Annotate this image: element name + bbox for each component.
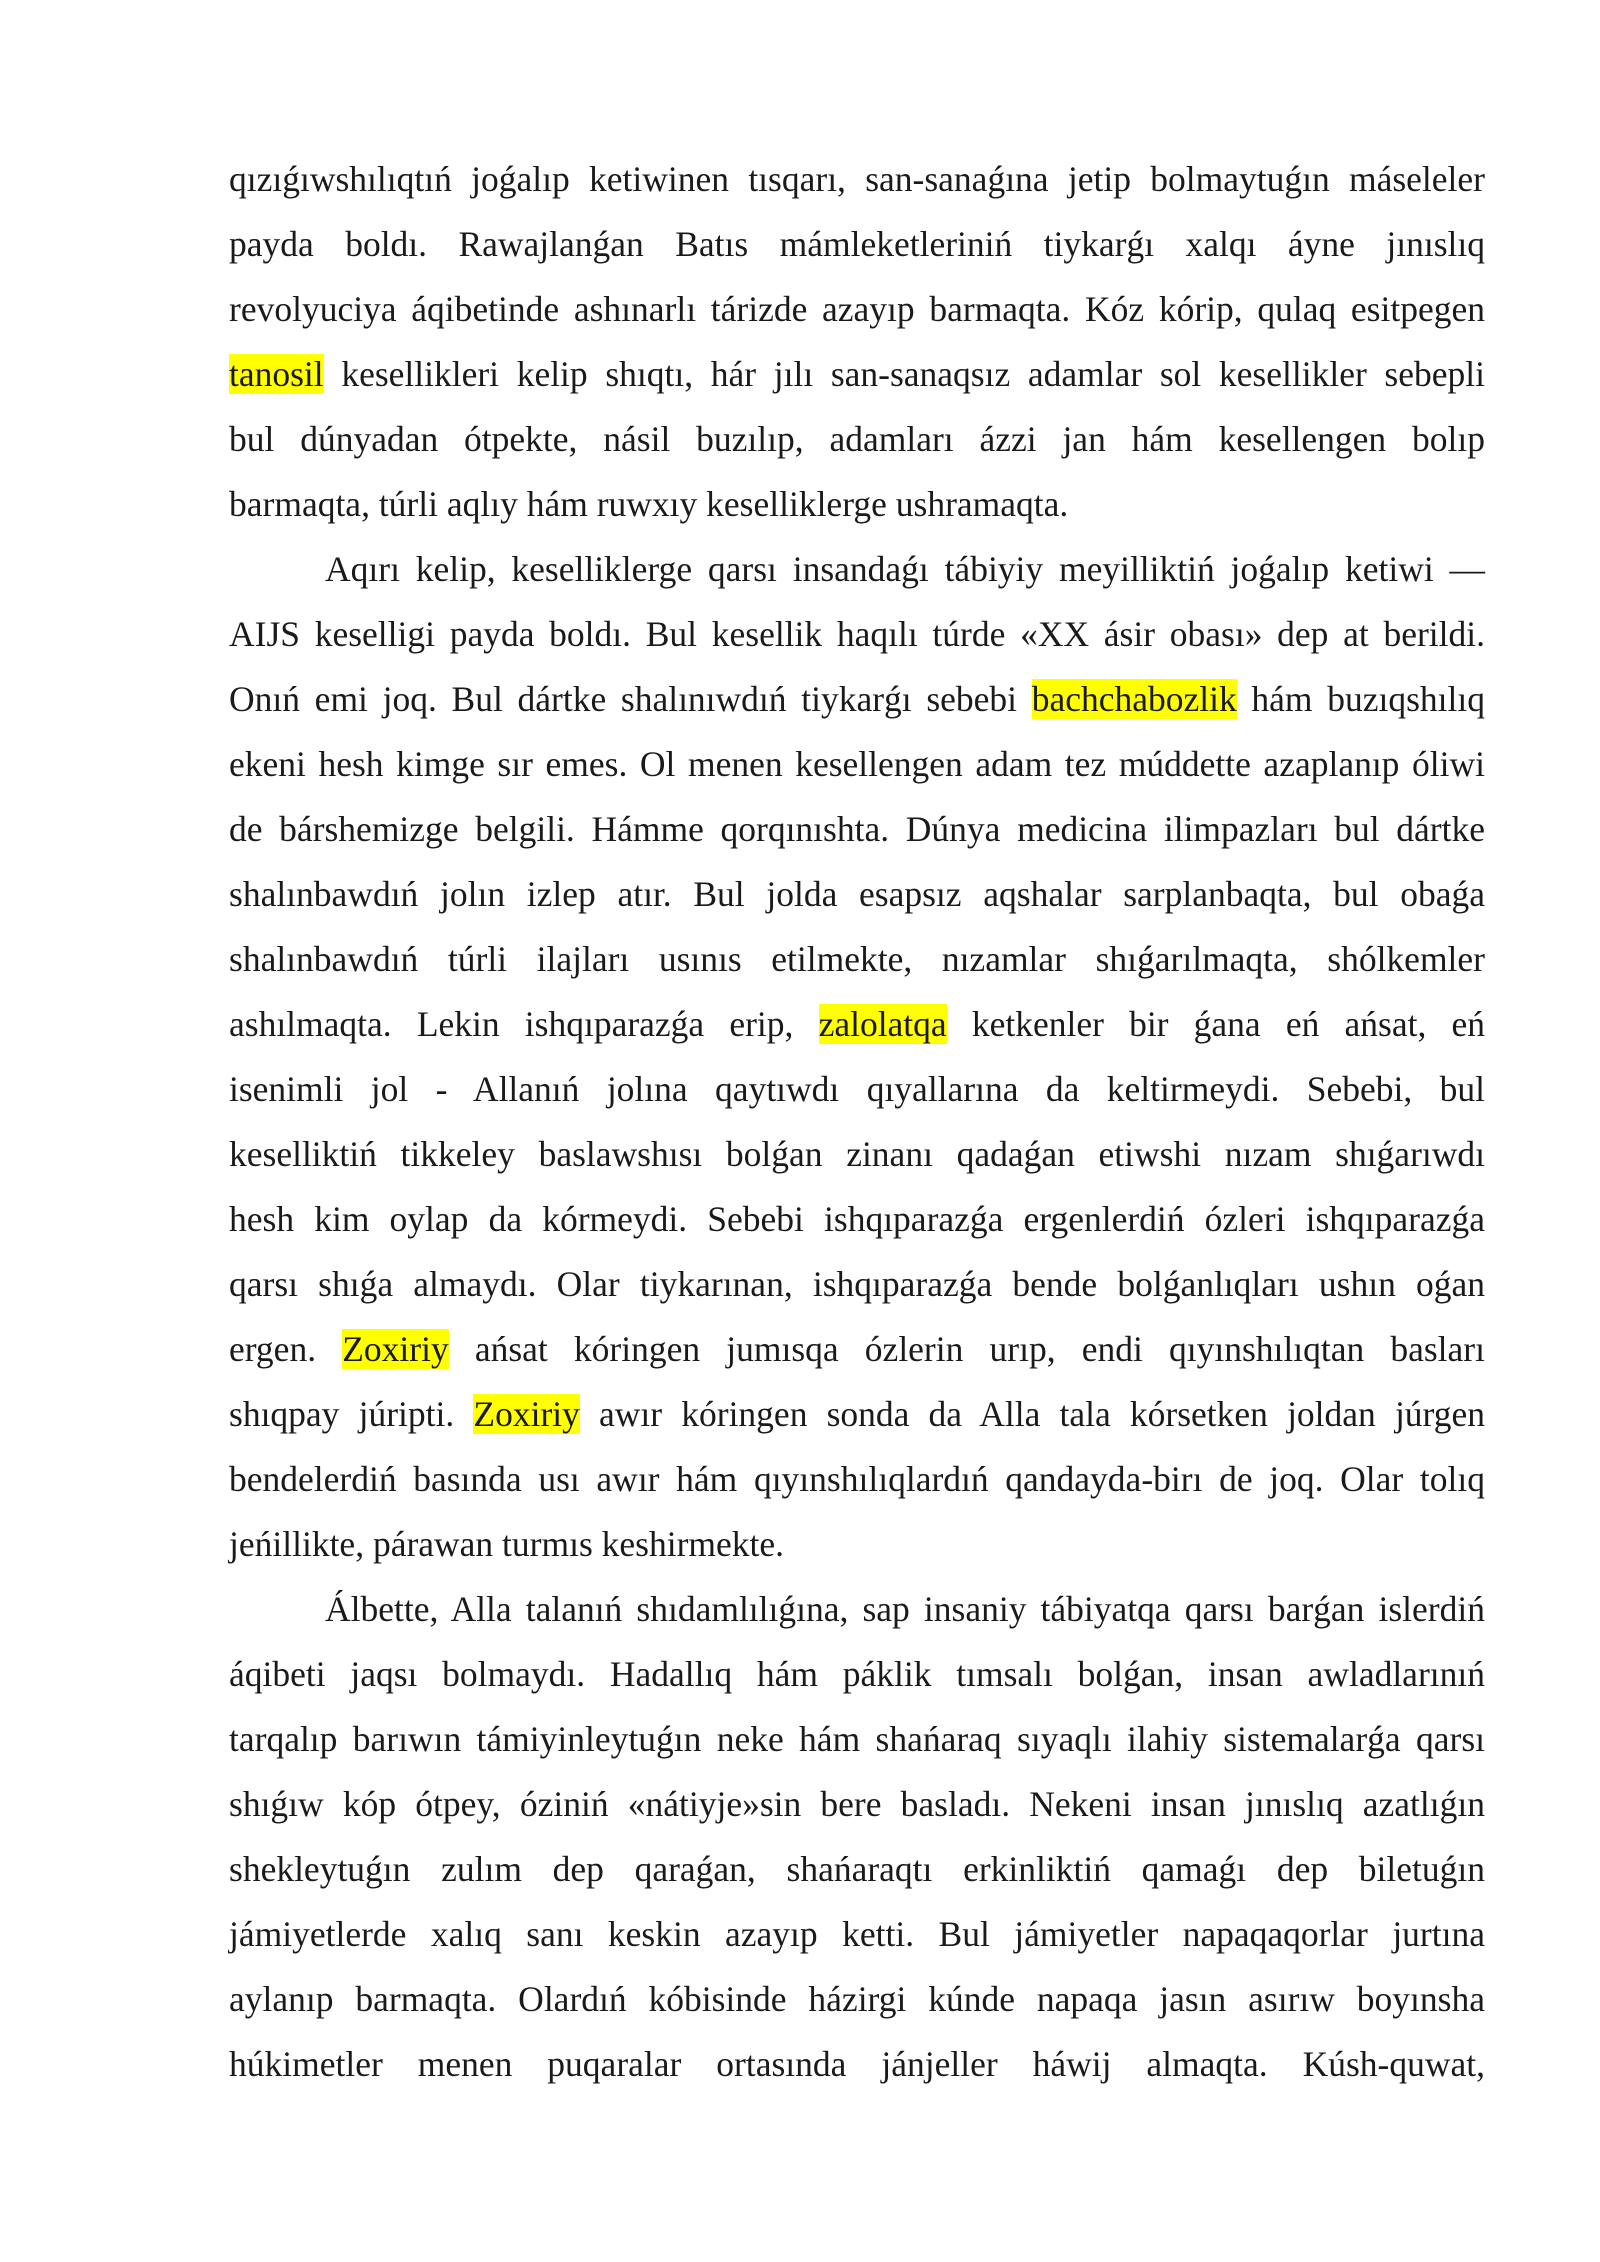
text-line: [229, 1577, 1485, 1642]
text-line: [229, 732, 1485, 797]
text-segment: payda boldı. Rawajlanǵan Batıs mámleketleriniń tiykarǵı xalqı áyne jınıslıq: [229, 224, 1485, 264]
text-segment: jeńillikte, párawan turmıs keshirmekte.: [229, 1524, 785, 1564]
text-line: [229, 1642, 1485, 1707]
text-line: [229, 1187, 1485, 1252]
text-segment: Álbette, Alla talanıń shıdamlılıǵına, sap insaniy tábiyatqa qarsı barǵan islerdiń: [325, 1589, 1485, 1629]
text-segment: ketkenler bir ǵana eń ańsat, eń: [946, 1004, 1485, 1044]
text-line: [229, 1967, 1485, 2032]
text-line: [229, 407, 1485, 472]
highlighted-term: tanosil: [229, 354, 324, 394]
text-segment: shıqpay júripti.: [229, 1394, 474, 1434]
text-segment: Onıń emi joq. Bul dártke shalınıwdıń tiykarǵı sebebi: [229, 679, 1032, 719]
text-segment: shekleytuǵın zulım dep qaraǵan, shańaraqtı erkinliktiń qamaǵı dep biletuǵın: [229, 1849, 1485, 1889]
text-line: [229, 797, 1485, 862]
text-line: [229, 212, 1485, 277]
highlighted-term: bachchabozlik: [1031, 679, 1237, 719]
text-segment: hesh kim oylap da kórmeydi. Sebebi ishqıparazǵa ergenlerdiń ózleri ishqıparazǵa: [229, 1199, 1485, 1239]
text-line: [229, 1707, 1485, 1772]
text-segment: Aqırı kelip, keselliklerge qarsı insandaǵı tábiyiy meyilliktiń joǵalıp ketiwi —: [325, 549, 1485, 589]
text-line: [229, 2032, 1485, 2097]
text-line: [229, 1837, 1485, 1902]
text-segment: revolyuciya áqibetinde ashınarlı tárizde azayıp barmaqta. Kóz kórip, qulaq esitpegen: [229, 289, 1485, 329]
text-line: [229, 147, 1485, 212]
text-line: [229, 992, 1485, 1057]
text-segment: tarqalıp barıwın támiyinleytuǵın neke hám shańaraq sıyaqlı ilahiy sistemalarǵa qarsı: [229, 1719, 1485, 1759]
text-line: [229, 277, 1485, 342]
text-line: [229, 1447, 1485, 1512]
highlighted-term: Zoxiriy: [342, 1329, 449, 1369]
text-segment: barmaqta, túrli aqlıy hám ruwxıy keselliklerge ushramaqta.: [229, 484, 1069, 524]
text-line: [229, 342, 1485, 407]
text-segment: awır kóringen sonda da Alla tala kórsetken joldan júrgen: [579, 1394, 1485, 1434]
text-segment: áqibeti jaqsı bolmaydı. Hadallıq hám páklik tımsalı bolǵan, insan awladlarınıń: [229, 1654, 1485, 1694]
text-line: [229, 1317, 1485, 1382]
text-segment: keselliktiń tikkeley baslawshısı bolǵan zinanı qadaǵan etiwshi nızam shıǵarıwdı: [229, 1134, 1485, 1174]
text-line: [229, 667, 1485, 732]
text-segment: qarsı shıǵa almaydı. Olar tiykarınan, ishqıparazǵa bende bolǵanlıqları ushın oǵan: [229, 1264, 1485, 1304]
text-segment: isenimli jol - Allanıń jolına qaytıwdı qıyallarına da keltirmeydi. Sebebi, bul: [229, 1069, 1485, 1109]
text-line: [229, 862, 1485, 927]
text-segment: bul dúnyadan ótpekte, násil buzılıp, adamları ázzi jan hám kesellengen bolıp: [229, 419, 1485, 459]
text-segment: kesellikleri kelip shıqtı, hár jılı san-sanaqsız adamlar sol kesellikler sebepli: [323, 354, 1485, 394]
highlighted-term: Zoxiriy: [473, 1394, 580, 1434]
text-segment: shalınbawdıń túrli ilajları usınıs etilmekte, nızamlar shıǵarılmaqta, shólkemler: [229, 939, 1485, 979]
text-segment: aylanıp barmaqta. Olardıń kóbisinde házirgi kúnde napaqa jasın asırıw boyınsha: [229, 1979, 1485, 2019]
text-line: [229, 1252, 1485, 1317]
text-line: [229, 1122, 1485, 1187]
highlighted-term: zalolatqa: [818, 1004, 947, 1044]
text-line: [229, 927, 1485, 992]
text-segment: húkimetler menen puqaralar ortasında jánjeller háwij almaqta. Kúsh-quwat,: [229, 2044, 1485, 2084]
text-line: [229, 602, 1485, 667]
text-segment: hám buzıqshılıq: [1236, 679, 1485, 719]
text-line: [229, 1772, 1485, 1837]
text-segment: shalınbawdıń jolın izlep atır. Bul jolda esapsız aqshalar sarplanbaqta, bul obaǵa: [229, 874, 1485, 914]
text-segment: AIJS keselligi payda boldı. Bul kesellik haqılı túrde «XX ásir obası» dep at berildi.: [229, 614, 1485, 654]
text-line: [229, 537, 1485, 602]
text-segment: qızıǵıwshılıqtıń joǵalıp ketiwinen tısqarı, san-sanaǵına jetip bolmaytuǵın máseleler: [229, 159, 1485, 199]
text-line: [229, 472, 1485, 537]
text-segment: ekeni hesh kimge sır emes. Ol menen kesellengen adam tez múddette azaplanıp óliwi: [229, 744, 1485, 784]
text-segment: ańsat kóringen jumısqa ózlerin urıp, endi qıyınshılıqtan basları: [448, 1329, 1485, 1369]
text-line: [229, 1057, 1485, 1122]
text-segment: bendelerdiń basında usı awır hám qıyınshılıqlardıń qandayda-birı de joq. Olar tolıq: [229, 1459, 1485, 1499]
text-segment: de bárshemizge belgili. Hámme qorqınıshta. Dúnya medicina ilimpazları bul dártke: [229, 809, 1485, 849]
text-line: [229, 1512, 1485, 1577]
text-segment: shıǵıw kóp ótpey, óziniń «nátiyje»sin bere basladı. Nekeni insan jınıslıq azatlıǵın: [229, 1784, 1485, 1824]
body-text: [229, 147, 1485, 2097]
text-line: [229, 1382, 1485, 1447]
text-segment: ashılmaqta. Lekin ishqıparazǵa erip,: [229, 1004, 819, 1044]
text-segment: ergen.: [229, 1329, 343, 1369]
text-line: [229, 1902, 1485, 1967]
text-segment: jámiyetlerde xalıq sanı keskin azayıp ketti. Bul jámiyetler napaqaqorlar jurtına: [229, 1914, 1485, 1954]
